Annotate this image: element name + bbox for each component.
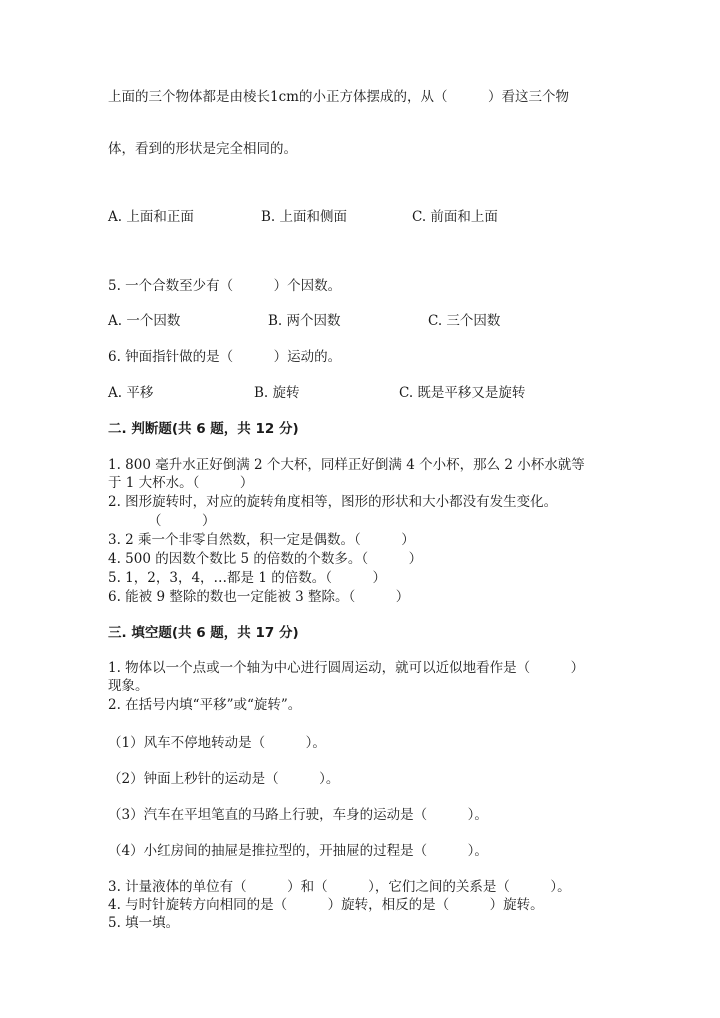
section-3-q2-item-1: （1）风车不停地转动是（ ）。 [108,735,326,751]
question-6-option-a: A. 平移 [108,385,154,401]
section-2-line-7: 5. 1，2，3，4，…都是 1 的倍数。（ ） [108,570,386,586]
question-4-line-1: 上面的三个物体都是由棱长1cm的小正方体摆成的，从（ ）看这三个物 [108,89,569,105]
section-3-q3: 3. 计量液体的单位有（ ）和（ ），它们之间的关系是（ ）。 [108,879,571,895]
question-5-stem: 5. 一个合数至少有（ ）个因数。 [108,278,342,294]
section-3-q5: 5. 填一填。 [108,915,180,931]
section-3-q1-line-2: 现象。 [108,678,149,694]
question-4-option-a: A. 上面和正面 [108,209,194,225]
question-6-option-b: B. 旋转 [254,385,300,401]
section-2-line-5: 3. 2 乘一个非零自然数，积一定是偶数。（ ） [108,532,415,548]
section-2-line-4: （ ） [148,513,216,529]
question-4-option-c: C. 前面和上面 [412,209,498,225]
question-5-option-a: A. 一个因数 [108,313,181,329]
section-3-q4: 4. 与时针旋转方向相同的是（ ）旋转，相反的是（ ）旋转。 [108,897,544,913]
question-5-option-c: C. 三个因数 [428,313,501,329]
question-4-line-2: 体，看到的形状是完全相同的。 [108,141,297,157]
question-5-option-b: B. 两个因数 [268,313,341,329]
section-2-line-3: 2. 图形旋转时，对应的旋转角度相等，图形的形状和大小都没有发生变化。 [108,494,558,510]
question-6-stem: 6. 钟面指针做的是（ ）运动的。 [108,349,342,365]
section-3-q2-item-2: （2）钟面上秒针的运动是（ ）。 [108,771,340,787]
section-2-title: 二. 判断题(共 6 题，共 12 分) [108,421,299,437]
section-2-line-2: 于 1 大杯水。（ ） [108,475,254,491]
section-3-q2-item-3: （3）汽车在平坦笔直的马路上行驶，车身的运动是（ ）。 [108,807,488,823]
section-3-q2: 2. 在括号内填“平移”或“旋转”。 [108,697,302,713]
section-2-line-8: 6. 能被 9 整除的数也一定能被 3 整除。（ ） [108,589,410,605]
question-4-option-b: B. 上面和侧面 [261,209,348,225]
section-2-line-1: 1. 800 毫升水正好倒满 2 个大杯，同样正好倒满 4 个小杯，那么 2 小杯水就等 [108,457,585,473]
section-3-q1-line-1: 1. 物体以一个点或一个轴为中心进行圆周运动，就可以近似地看作是（ ） [108,660,585,676]
question-6-option-c: C. 既是平移又是旋转 [399,385,526,401]
section-2-line-6: 4. 500 的因数个数比 5 的倍数的个数多。（ ） [108,551,423,567]
section-3-q2-item-4: （4）小红房间的抽屉是推拉型的，开抽屉的过程是（ ）。 [108,843,488,859]
section-3-title: 三. 填空题(共 6 题，共 17 分) [108,625,299,641]
